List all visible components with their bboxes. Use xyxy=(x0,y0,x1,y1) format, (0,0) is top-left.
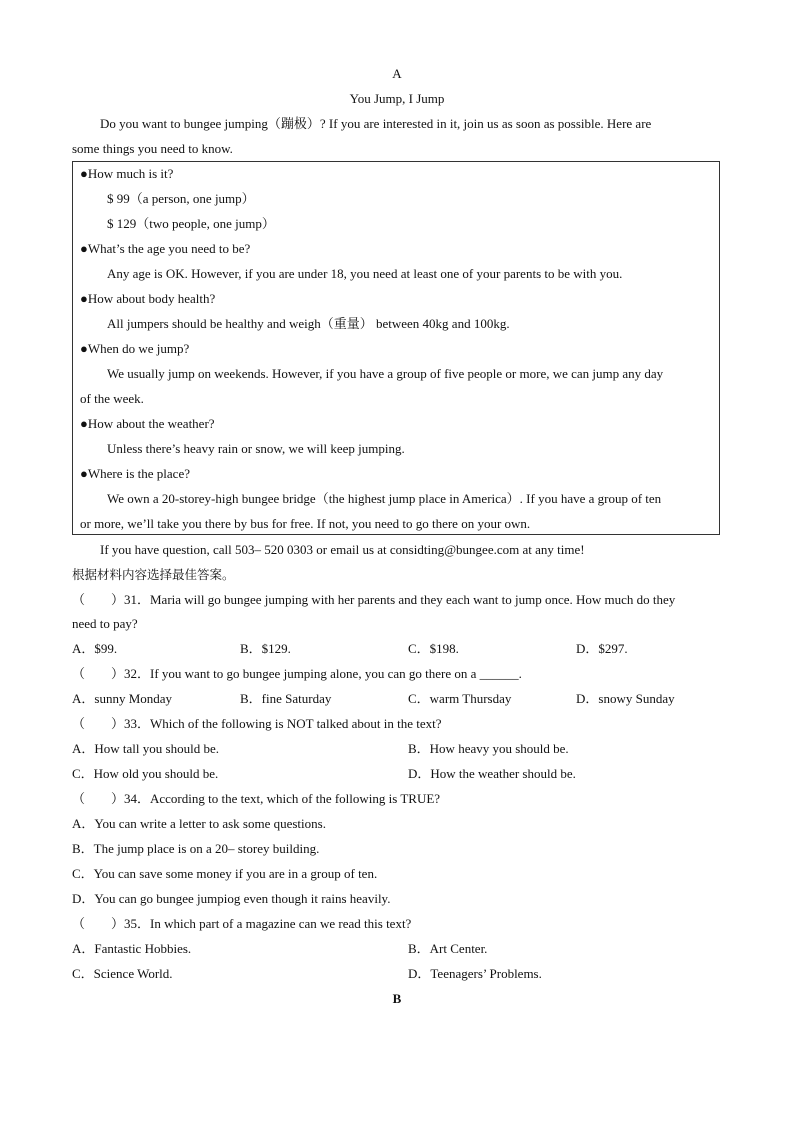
q35-option-d: D．Teenagers’ Problems. xyxy=(408,966,542,981)
box-answer-weather: Unless there’s heavy rain or snow, we will keep jumping. xyxy=(107,441,405,456)
section-label-b: B xyxy=(392,991,402,1006)
q35-option-c: C．Science World. xyxy=(72,966,173,981)
q33-option-b: B．How heavy you should be. xyxy=(408,741,569,756)
q32-option-c: C．warm Thursday xyxy=(408,691,512,706)
box-answer-price-1: $ 99（a person, one jump） xyxy=(107,191,255,206)
box-answer-when-1: We usually jump on weekends. However, if you have a group of five people or more, we can jump any day xyxy=(107,366,664,381)
question-33: （ ）33．Which of the following is NOT talked about in the text? xyxy=(72,716,442,731)
q33-option-c: C．How old you should be. xyxy=(72,766,219,781)
q32-option-a: A．sunny Monday xyxy=(72,691,173,706)
q31-option-b: B．$129. xyxy=(240,641,291,656)
passage-title: You Jump, I Jump xyxy=(349,91,445,106)
section-label-a: A xyxy=(392,66,402,81)
box-answer-health: All jumpers should be healthy and weigh（重量） between 40kg and 100kg. xyxy=(107,316,510,331)
q35-option-a: A．Fantastic Hobbies. xyxy=(72,941,192,956)
question-35: （ ）35．In which part of a magazine can we read this text? xyxy=(72,916,412,931)
q31-option-a: A．$99. xyxy=(72,641,118,656)
intro-line-1: Do you want to bungee jumping（蹦极）? If you are interested in it, join us as soon as possible. Here are xyxy=(100,116,652,131)
q31-option-c: C．$198. xyxy=(408,641,459,656)
box-answer-when-2: of the week. xyxy=(80,391,144,406)
q34-option-c: C．You can save some money if you are in a group of ten. xyxy=(72,866,378,881)
box-question-age: ●What’s the age you need to be? xyxy=(80,241,251,256)
q35-option-b: B．Art Center. xyxy=(408,941,488,956)
q33-option-a: A．How tall you should be. xyxy=(72,741,219,756)
box-question-price: ●How much is it? xyxy=(80,166,174,181)
box-answer-place-2: or more, we’ll take you there by bus for free. If not, you need to go there on your own. xyxy=(80,516,531,531)
box-answer-price-2: $ 129（two people, one jump） xyxy=(107,216,275,231)
intro-line-2: some things you need to know. xyxy=(72,141,233,156)
box-question-place: ●Where is the place? xyxy=(80,466,190,481)
box-question-weather: ●How about the weather? xyxy=(80,416,215,431)
q32-option-d: D．snowy Sunday xyxy=(576,691,675,706)
box-answer-age: Any age is OK. However, if you are under 18, you need at least one of your parents to be with you. xyxy=(107,266,623,281)
q34-option-d: D．You can go bungee jumpiog even though it rains heavily. xyxy=(72,891,391,906)
box-question-when: ●When do we jump? xyxy=(80,341,190,356)
q34-option-a: A．You can write a letter to ask some questions. xyxy=(72,816,326,831)
question-31: （ ）31．Maria will go bungee jumping with her parents and they each want to jump once. How much do they xyxy=(72,592,676,607)
question-32: （ ）32．If you want to go bungee jumping alone, you can go there on a ______. xyxy=(72,666,522,681)
q32-option-b: B．fine Saturday xyxy=(240,691,332,706)
q33-option-d: D．How the weather should be. xyxy=(408,766,576,781)
q31-option-d: D．$297. xyxy=(576,641,628,656)
q34-option-b: B．The jump place is on a 20– storey building. xyxy=(72,841,320,856)
question-31-cont: need to pay? xyxy=(72,616,138,631)
box-question-health: ●How about body health? xyxy=(80,291,216,306)
question-34: （ ）34．According to the text, which of the following is TRUE? xyxy=(72,791,441,806)
instruction-line: 根据材料内容选择最佳答案。 xyxy=(72,567,235,582)
contact-line: If you have question, call 503– 520 0303 or email us at considting@bungee.com at any time! xyxy=(100,542,585,557)
box-answer-place-1: We own a 20-storey-high bungee bridge（the highest jump place in America）. If you have a group of ten xyxy=(107,491,662,506)
